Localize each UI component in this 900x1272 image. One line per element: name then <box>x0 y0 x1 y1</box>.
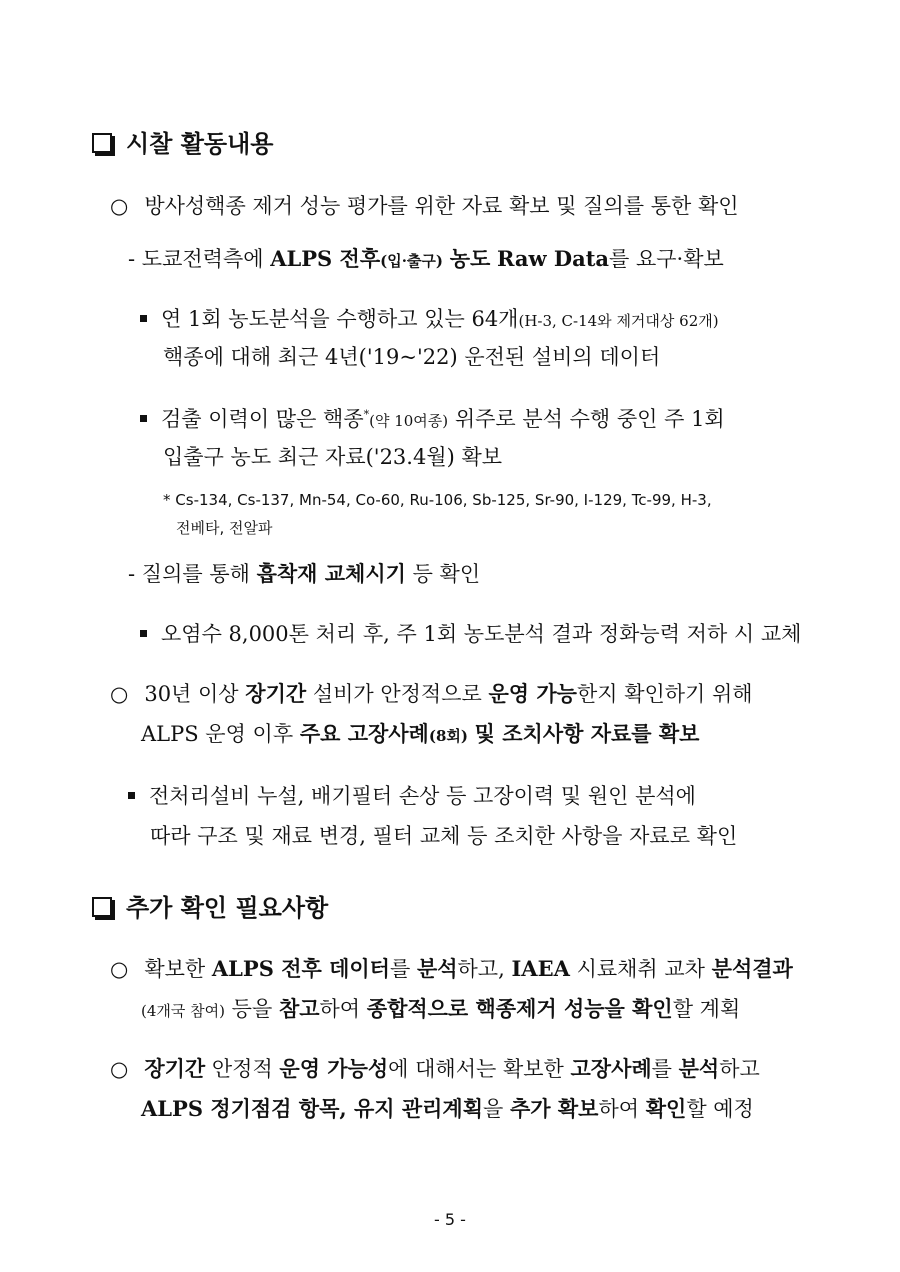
nuclide-footnote: * Cs-134, Cs-137, Mn-54, Co-60, Ru-106, Sb-125, Sr-90, I-129, Tc-99, H-3, <box>163 491 712 509</box>
square-bullet-icon <box>140 315 147 322</box>
square-item-weekly-data-line2: 입출구 농도 최근 자료('23.4월) 확보 <box>163 445 503 469</box>
section-heading-activities: 시찰 활동내용 <box>92 128 273 160</box>
square-bullet-icon <box>140 415 147 422</box>
circle-item-data-analysis-plan: ○ 확보한 ALPS 전후 데이터를 분석하고, IAEA 시료채취 교차 분석결과 <box>110 956 793 981</box>
circle-item-operation-review-plan-line2: ALPS 정기점검 항목, 유지 관리계획을 추가 확보하여 확인할 예정 <box>141 1096 754 1121</box>
square-item-failure-history: 전처리설비 누설, 배기필터 손상 등 고장이력 및 원인 분석에 <box>128 782 696 810</box>
nuclide-footnote-line2: 전베타, 전알파 <box>176 519 273 537</box>
circle-bullet-icon: ○ <box>110 194 129 218</box>
circle-item-radionuclide-evaluation: ○ 방사성핵종 제거 성능 평가를 위한 자료 확보 및 질의를 통한 확인 <box>110 194 739 218</box>
square-item-failure-history-line2: 따라 구조 및 재료 변경, 필터 교체 등 조치한 사항을 자료로 확인 <box>150 824 738 848</box>
circle-item-long-term-operation-line2: ALPS 운영 이후 주요 고장사례(8회) 및 조치사항 자료를 확보 <box>141 721 700 746</box>
square-item-annual-analysis: 연 1회 농도분석을 수행하고 있는 64개(H-3, C-14와 제거대상 62개) <box>140 305 719 335</box>
page-number: - 5 - <box>434 1210 466 1229</box>
circle-bullet-icon: ○ <box>110 957 129 981</box>
square-bullet-icon <box>128 792 135 799</box>
circle-item-long-term-operation: ○ 30년 이상 장기간 설비가 안정적으로 운영 가능한지 확인하기 위해 <box>110 681 753 706</box>
square-item-annual-analysis-line2: 핵종에 대해 최근 4년('19~'22) 운전된 설비의 데이터 <box>163 345 661 369</box>
dash-item-adsorbent: - 질의를 통해 흡착재 교체시기 등 확인 <box>128 561 481 586</box>
circle-bullet-icon: ○ <box>110 682 129 706</box>
checkbox-square-icon <box>92 897 112 917</box>
section-heading-additional-checks: 추가 확인 필요사항 <box>92 892 328 924</box>
circle-item-operation-review-plan: ○ 장기간 안정적 운영 가능성에 대해서는 확보한 고장사례를 분석하고 <box>110 1056 760 1081</box>
dash-item-raw-data: - 도쿄전력측에 ALPS 전후(입·출구) 농도 Raw Data를 요구·확보 <box>128 246 724 271</box>
square-item-weekly-data: 검출 이력이 많은 핵종*(약 10여종) 위주로 분석 수행 중인 주 1회 <box>140 405 725 435</box>
square-bullet-icon <box>140 630 147 637</box>
square-item-replacement: 오염수 8,000톤 처리 후, 주 1회 농도분석 결과 정화능력 저하 시 교체 <box>140 620 801 648</box>
circle-item-data-analysis-plan-line2: (4개국 참여) 등을 참고하여 종합적으로 핵종제거 성능을 확인할 계획 <box>141 996 741 1021</box>
circle-bullet-icon: ○ <box>110 1057 129 1081</box>
checkbox-square-icon <box>92 133 112 153</box>
